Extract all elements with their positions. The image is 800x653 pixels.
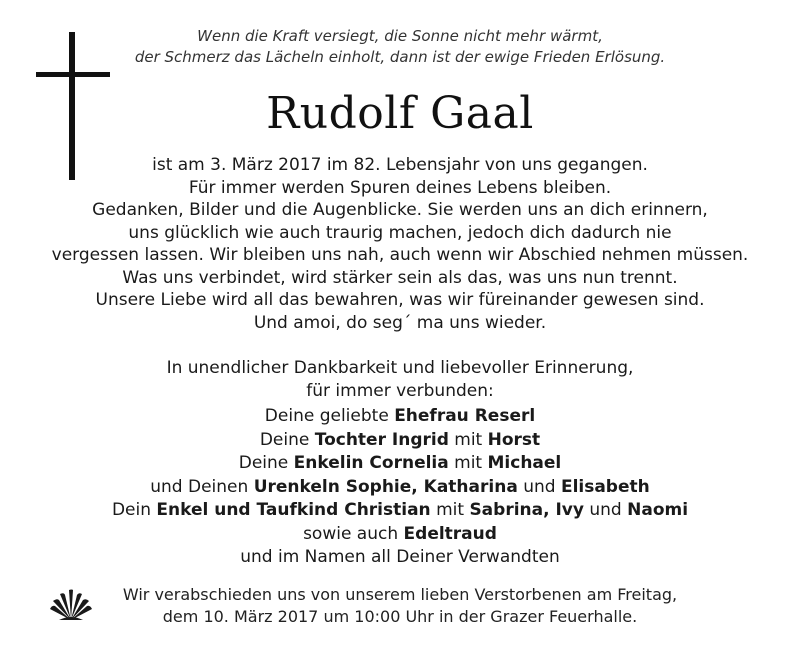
funeral-line: dem 10. März 2017 um 10:00 Uhr in der Grazer Feuerhalle. [162, 607, 638, 626]
main-text-line: Gedanken, Bilder und die Augenblicke. Sie werden uns an dich erinnern, [92, 200, 708, 220]
thanks-text [0, 357, 800, 402]
main-text-line: ist am 3. März 2017 im 82. Lebensjahr von uns gegangen. [152, 155, 648, 175]
family-line: sowie auch Edeltraud [303, 523, 497, 544]
family-line: und im Namen all Deiner Verwandten [240, 547, 560, 567]
family-line: und Deinen Urenkeln Sophie, Katharina und Elisabeth [150, 476, 650, 497]
family-list [0, 405, 800, 570]
main-text-line: Und amoi, do seg´ ma uns wieder. [253, 312, 547, 333]
family-line: Deine Tochter Ingrid mit Horst [259, 429, 541, 450]
main-text-line: Unsere Liebe wird all das bewahren, was wir füreinander gewesen sind. [95, 290, 705, 310]
motto-line: Wenn die Kraft versiegt, die Sonne nicht mehr wärmt, [197, 27, 603, 45]
main-text-line: Für immer werden Spuren deines Lebens bleiben. [188, 177, 612, 198]
main-text-line: Was uns verbindet, wird stärker sein als das, was uns nun trennt. [122, 267, 678, 288]
main-text-line: vergessen lassen. Wir bleiben uns nah, auch wenn wir Abschied nehmen müssen. [51, 245, 749, 265]
motto-line: der Schmerz das Lächeln einholt, dann ist der ewige Frieden Erlösung. [134, 48, 666, 66]
thanks-line: für immer verbunden: [306, 380, 494, 401]
funeral-line: Wir verabschieden uns von unserem lieben Verstorbenen am Freitag, [122, 585, 678, 604]
fan-ornament-icon [46, 587, 96, 623]
main-text [0, 154, 800, 334]
funeral-info [100, 584, 700, 628]
thanks-line: In unendlicher Dankbarkeit und liebevoller Erinnerung, [166, 358, 634, 378]
motto [130, 26, 670, 68]
family-line: Dein Enkel und Taufkind Christian mit Sabrina, Ivy und Naomi [111, 500, 689, 520]
main-text-line: uns glücklich wie auch traurig machen, jedoch dich dadurch nie [128, 222, 672, 243]
family-line: Deine Enkelin Cornelia mit Michael [238, 453, 562, 473]
deceased-name: Rudolf Gaal [266, 88, 534, 139]
family-line: Deine geliebte Ehefrau Reserl [264, 406, 536, 426]
